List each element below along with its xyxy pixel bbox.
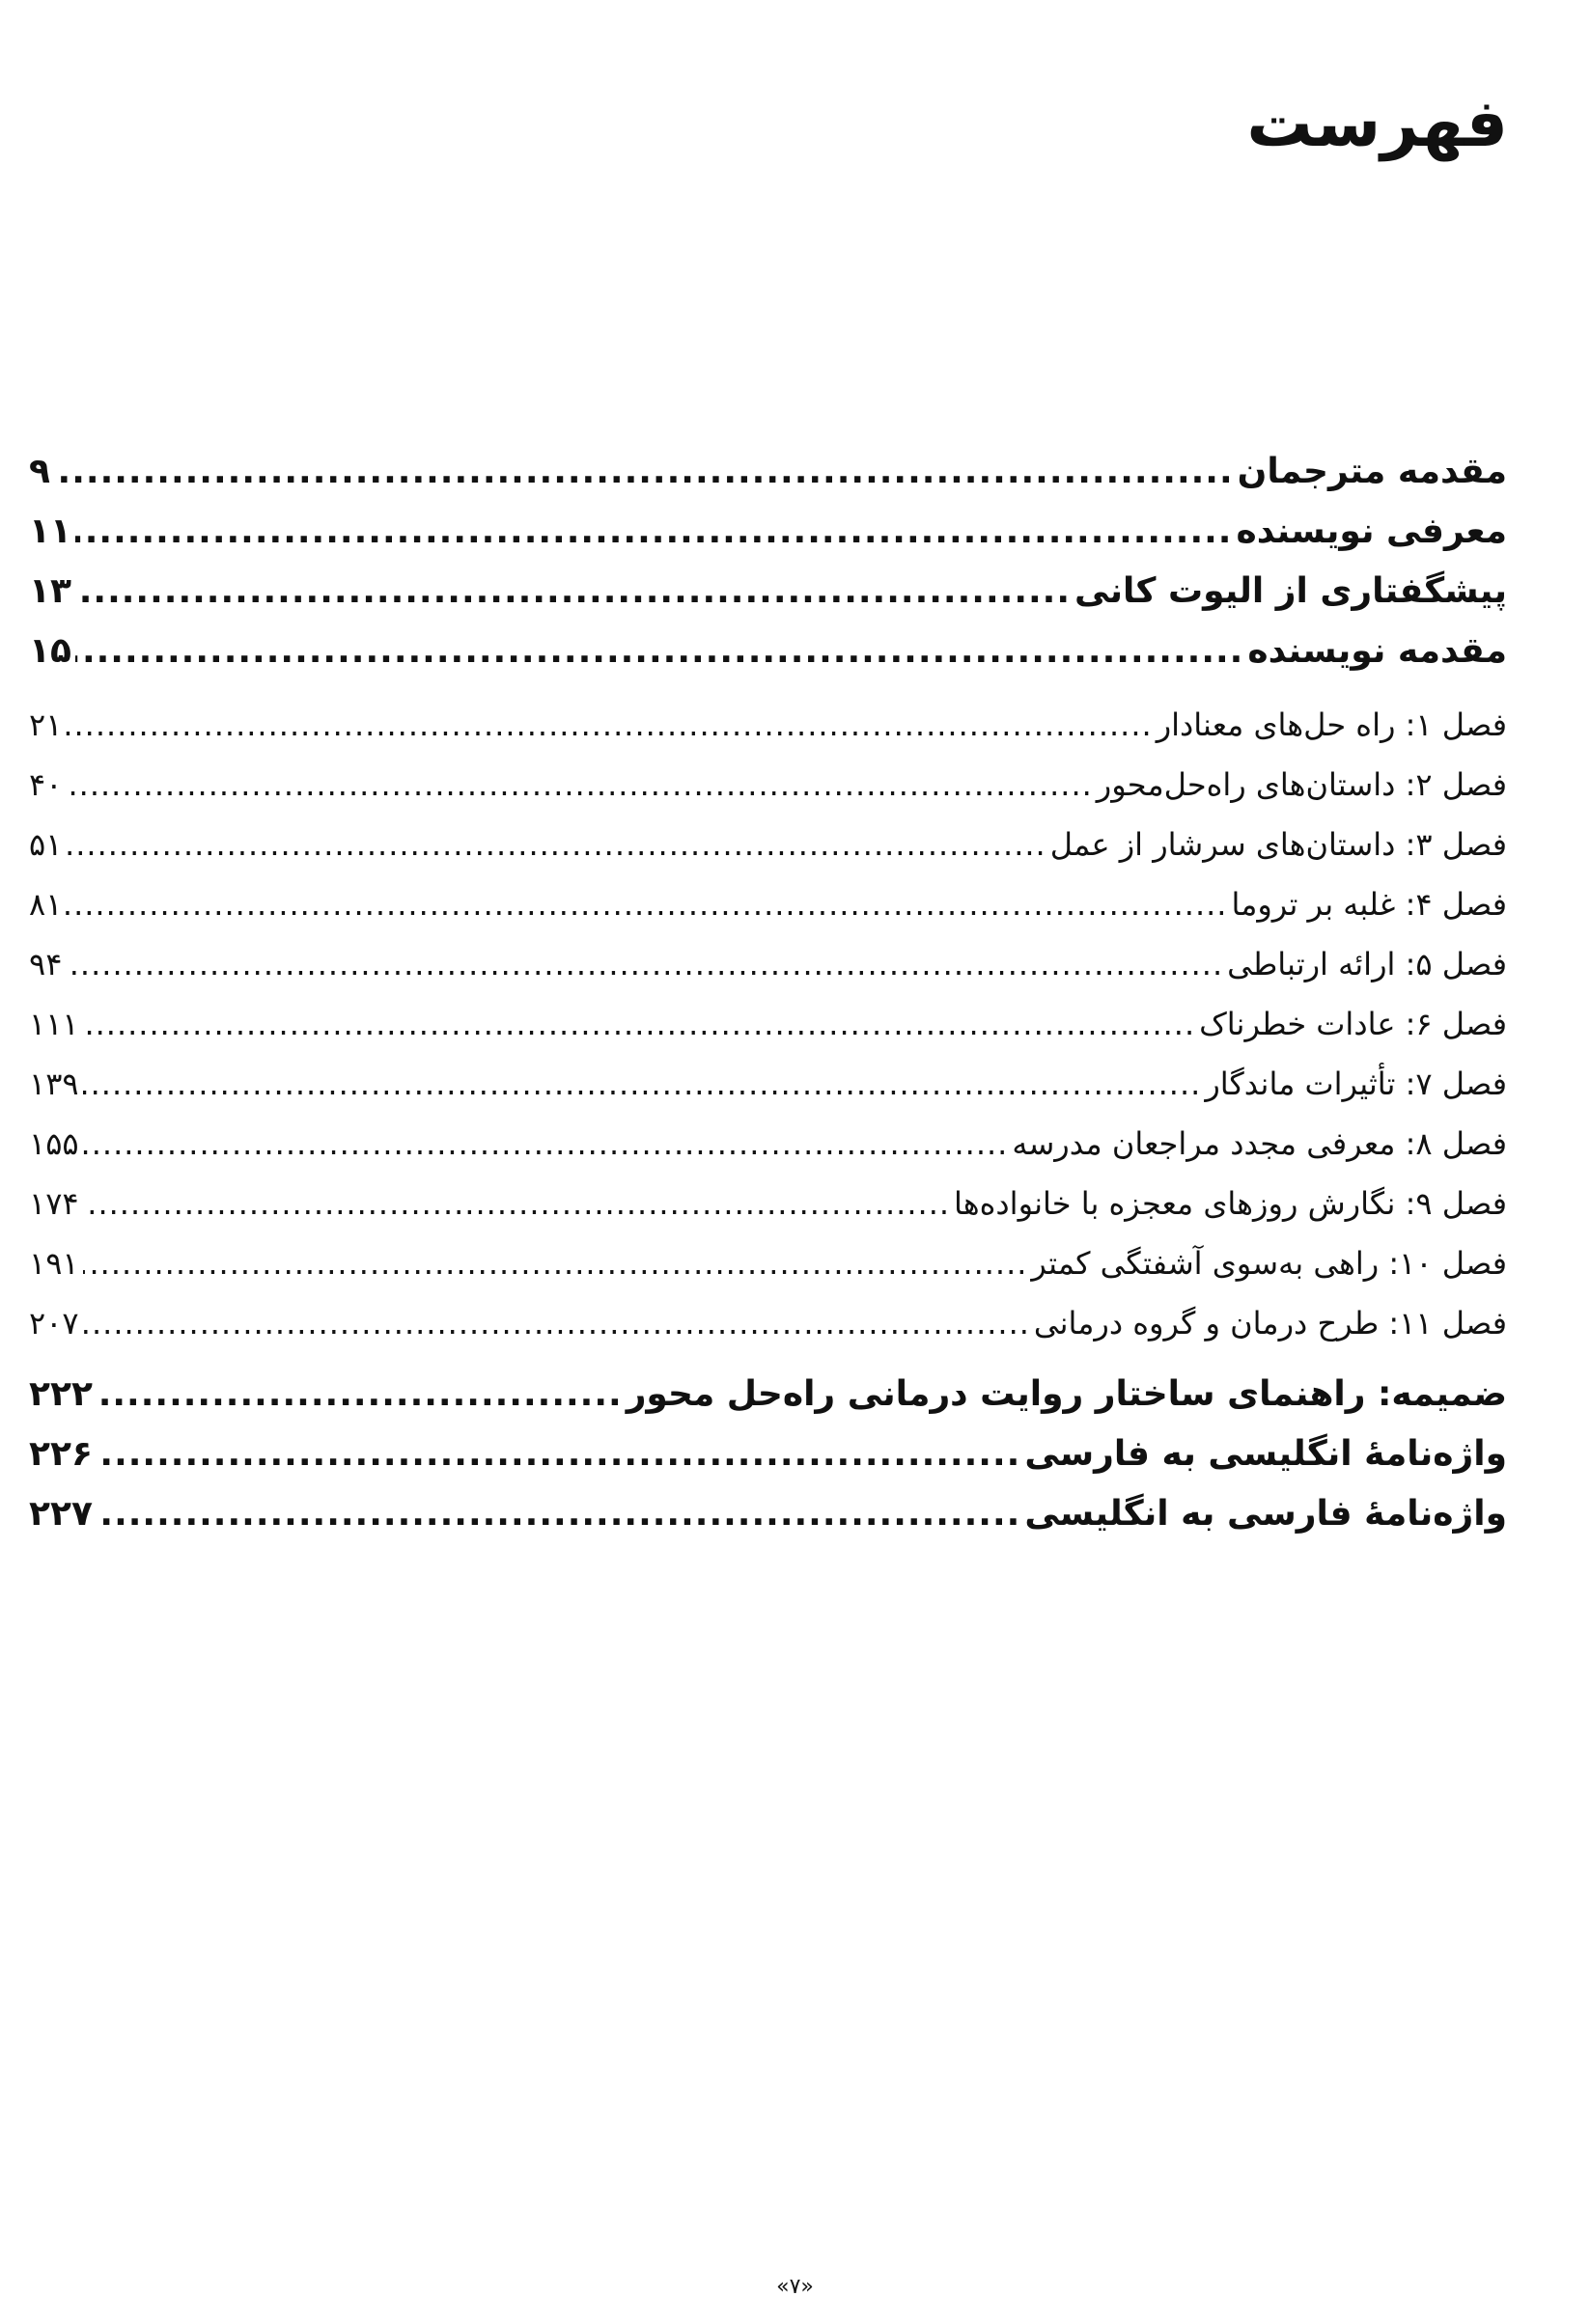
dot-leader bbox=[66, 695, 1152, 755]
dot-leader bbox=[66, 755, 1092, 815]
dot-leader bbox=[83, 1293, 1030, 1353]
toc-entry-title: معرفی نویسنده bbox=[1236, 512, 1507, 551]
page-title: فهرست bbox=[1246, 86, 1508, 162]
dot-leader bbox=[75, 622, 1243, 681]
toc-entry-title: فصل ۸: معرفی مجدد مراجعان مدرسه bbox=[1012, 1125, 1507, 1162]
toc-entry-author-preface[interactable] bbox=[29, 622, 1507, 681]
toc-entry-page-number: ۹ bbox=[29, 452, 50, 491]
toc-entry-glossary-fa-en[interactable] bbox=[29, 1484, 1507, 1544]
toc-entry-chapter-7[interactable] bbox=[29, 1054, 1507, 1114]
dot-leader bbox=[83, 994, 1196, 1054]
page-number-footer: «۷» bbox=[776, 2275, 814, 2299]
toc-entry-title: واژه‌نامهٔ انگلیسی به فارسی bbox=[1024, 1434, 1507, 1474]
toc-entry-page-number: ۲۰۷ bbox=[29, 1305, 79, 1342]
dot-leader bbox=[54, 442, 1234, 502]
toc-entry-chapter-3[interactable] bbox=[29, 815, 1507, 874]
dot-leader bbox=[66, 815, 1046, 874]
toc-entry-chapter-5[interactable] bbox=[29, 934, 1507, 994]
toc-entry-page-number: ۸۱ bbox=[29, 886, 63, 923]
toc-entry-title: فصل ۲: داستان‌های راه‌حل‌محور bbox=[1096, 766, 1507, 803]
dot-leader bbox=[75, 502, 1233, 562]
toc-entry-title: فصل ۴: غلبه بر تروما bbox=[1231, 886, 1507, 923]
toc-entry-title: فصل ۱۰: راهی به‌سوی آشفتگی کمتر bbox=[1031, 1245, 1507, 1282]
toc-entry-chapter-10[interactable] bbox=[29, 1233, 1507, 1293]
toc-entry-page-number: ۱۷۴ bbox=[29, 1185, 79, 1222]
toc-entry-title: فصل ۱: راه حل‌های معنادار bbox=[1156, 706, 1507, 743]
toc-entry-page-number: ۱۱۱ bbox=[29, 1006, 79, 1042]
toc-entry-title: مقدمه نویسنده bbox=[1247, 631, 1507, 671]
toc-entry-author-intro[interactable] bbox=[29, 502, 1507, 562]
toc-entry-page-number: ۱۳۹ bbox=[29, 1065, 79, 1102]
toc-entry-title: فصل ۳: داستان‌های سرشار از عمل bbox=[1049, 826, 1507, 863]
toc-entry-page-number: ۲۱ bbox=[29, 706, 63, 743]
toc-entry-chapter-4[interactable] bbox=[29, 874, 1507, 934]
toc-entry-glossary-en-fa[interactable] bbox=[29, 1425, 1507, 1484]
toc-entry-page-number: ۲۲۶ bbox=[29, 1434, 93, 1474]
toc-entry-page-number: ۱۳ bbox=[29, 571, 71, 611]
dot-leader bbox=[83, 1233, 1028, 1293]
toc-entry-chapter-6[interactable] bbox=[29, 994, 1507, 1054]
toc-entry-appendix[interactable] bbox=[29, 1365, 1507, 1425]
toc-entry-foreword[interactable] bbox=[29, 562, 1507, 622]
dot-leader bbox=[97, 1425, 1020, 1484]
toc-entry-chapter-9[interactable] bbox=[29, 1174, 1507, 1233]
dot-leader bbox=[97, 1365, 623, 1425]
table-of-contents bbox=[29, 442, 1507, 1544]
toc-entry-title: واژه‌نامهٔ فارسی به انگلیسی bbox=[1024, 1494, 1507, 1534]
toc-entry-chapter-11[interactable] bbox=[29, 1293, 1507, 1353]
toc-entry-translators-intro[interactable] bbox=[29, 442, 1507, 502]
toc-entry-chapter-2[interactable] bbox=[29, 755, 1507, 815]
toc-entry-chapter-8[interactable] bbox=[29, 1114, 1507, 1174]
toc-entry-chapter-1[interactable] bbox=[29, 695, 1507, 755]
dot-leader bbox=[66, 874, 1227, 934]
dot-leader bbox=[83, 1174, 950, 1233]
dot-leader bbox=[75, 562, 1071, 622]
toc-entry-page-number: ۱۹۱ bbox=[29, 1245, 79, 1282]
dot-leader bbox=[83, 1114, 1009, 1174]
toc-entry-page-number: ۹۴ bbox=[29, 946, 63, 982]
toc-entry-title: ضمیمه: راهنمای ساختار روایت درمانی راه‌حل محور bbox=[626, 1374, 1507, 1414]
toc-entry-title: فصل ۹: نگارش روزهای معجزه با خانواده‌ها bbox=[954, 1185, 1507, 1222]
dot-leader bbox=[66, 934, 1223, 994]
toc-entry-title: فصل ۵: ارائه ارتباطی bbox=[1227, 946, 1507, 982]
toc-entry-page-number: ۵۱ bbox=[29, 826, 63, 863]
toc-entry-page-number: ۱۱ bbox=[29, 512, 71, 551]
toc-entry-title: فصل ۷: تأثیرات ماندگار bbox=[1205, 1065, 1507, 1102]
toc-entry-page-number: ۲۲۲ bbox=[29, 1374, 93, 1414]
toc-entry-title: مقدمه مترجمان bbox=[1237, 452, 1507, 491]
toc-entry-title: فصل ۶: عادات خطرناک bbox=[1199, 1006, 1507, 1042]
toc-entry-page-number: ۲۲۷ bbox=[29, 1494, 93, 1534]
dot-leader bbox=[83, 1054, 1202, 1114]
toc-entry-page-number: ۴۰ bbox=[29, 766, 63, 803]
toc-entry-title: پیشگفتاری از الیوت کانی bbox=[1074, 571, 1507, 611]
toc-entry-title: فصل ۱۱: طرح درمان و گروه درمانی bbox=[1033, 1305, 1507, 1342]
toc-entry-page-number: ۱۵۵ bbox=[29, 1125, 79, 1162]
toc-entry-page-number: ۱۵ bbox=[29, 631, 71, 671]
dot-leader bbox=[97, 1484, 1020, 1544]
